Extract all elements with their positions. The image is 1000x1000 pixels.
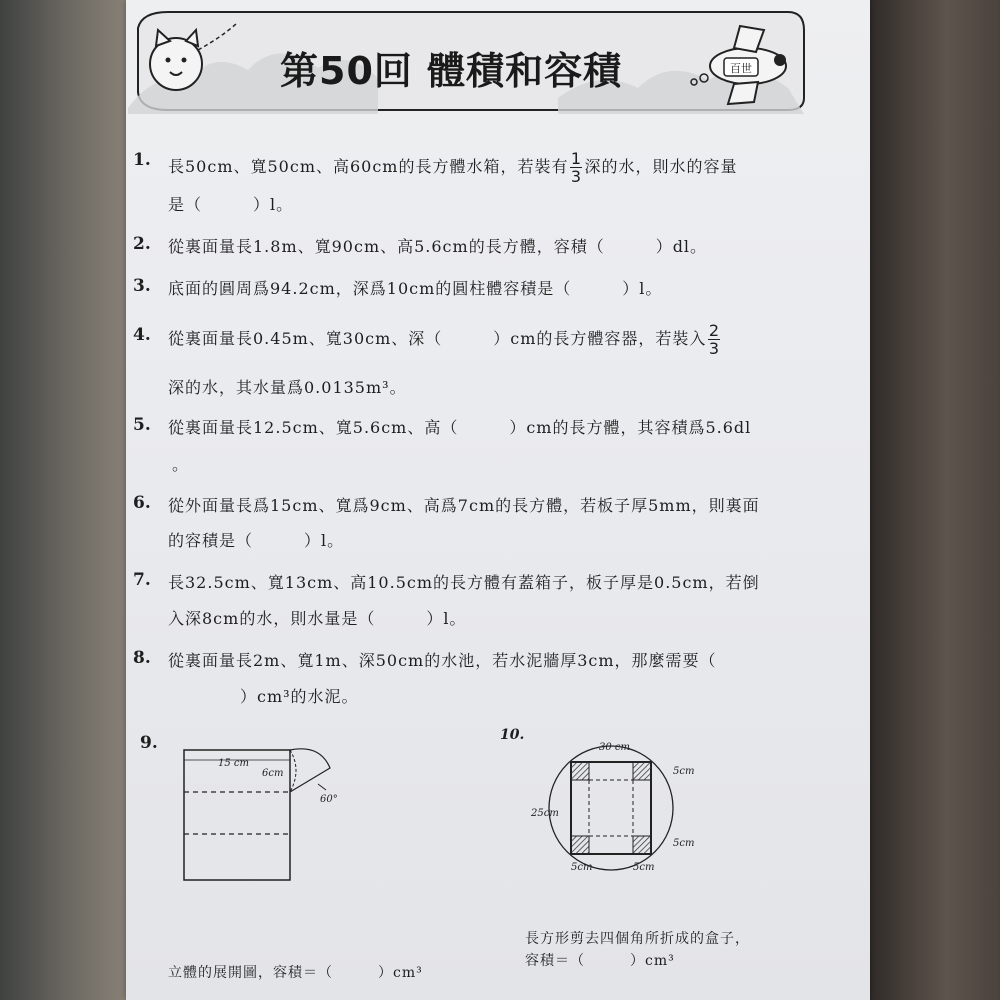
question-number: 4. — [133, 325, 151, 345]
label-6cm: 6cm — [262, 768, 284, 779]
background-right — [868, 0, 1000, 1000]
question-8-line-2: ）cm³的水泥。 — [240, 687, 359, 706]
question-number: 3. — [133, 276, 151, 296]
label-5cm: 5cm — [571, 862, 593, 873]
question-text: 從裏面量長0.45m、寬30cm、深（ ）cm的長方體容器，若裝入 — [168, 329, 707, 348]
question-text: 深的水，則水的容量 — [584, 157, 738, 176]
fig10-caption-2: 容積＝（ ）cm³ — [525, 953, 675, 969]
numerator: 1 — [570, 149, 583, 168]
question-7-line-1: 長32.5cm、寬13cm、高10.5cm的長方體有蓋箱子，板子厚是0.5cm，若倒 — [168, 573, 760, 592]
net-diagram — [170, 740, 370, 890]
label-5cm: 5cm — [673, 838, 695, 849]
fraction — [708, 322, 720, 357]
label-25cm: 25cm — [531, 808, 559, 819]
background-left — [0, 0, 130, 1000]
question-4-line-1 — [168, 322, 722, 357]
question-number: 1. — [133, 150, 151, 170]
question-8-line-1: 從裏面量長2m、寬1m、深50cm的水池，若水泥牆厚3cm，那麼需要（ — [168, 651, 717, 670]
question-7-line-2: 入深8cm的水，則水量是（ ）l。 — [168, 609, 467, 628]
question-2-text: 從裏面量長1.8m、寬90cm、高5.6cm的長方體，容積（ ）dl。 — [168, 237, 708, 256]
mascot-sign: 百世 — [730, 62, 752, 75]
question-number: 10. — [500, 727, 525, 743]
denominator: 3 — [570, 167, 583, 186]
question-1-line-2: 是（ ）l。 — [168, 195, 294, 214]
question-6-line-2: 的容積是（ ）l。 — [168, 531, 345, 550]
box-cutout-diagram — [525, 740, 715, 880]
label-15cm: 15 cm — [218, 758, 249, 769]
page-title: 第50回 體積和容積 — [280, 49, 623, 93]
numerator: 2 — [708, 321, 721, 340]
question-6-line-1: 從外面量長爲15cm、寬爲9cm、高爲7cm的長方體，若板子厚5mm，則裏面 — [168, 496, 760, 515]
label-60-degree: 60° — [320, 794, 338, 805]
label-5cm: 5cm — [673, 766, 695, 777]
fraction — [570, 150, 582, 185]
fig10-caption-1: 長方形剪去四個角所折成的盒子， — [525, 931, 750, 947]
question-number: 8. — [133, 648, 151, 668]
question-number: 6. — [133, 493, 151, 513]
denominator: 3 — [708, 339, 721, 358]
label-5cm: 5cm — [633, 862, 655, 873]
label-30cm: 30 cm — [599, 742, 630, 753]
question-number: 7. — [133, 570, 151, 590]
fig9-caption: 立體的展開圖，容積＝（ ）cm³ — [168, 965, 423, 981]
question-number: 9. — [140, 733, 158, 753]
question-number: 5. — [133, 415, 151, 435]
question-3-text: 底面的圓周爲94.2cm，深爲10cm的圓柱體容積是（ ）l。 — [168, 279, 663, 298]
question-number: 2. — [133, 234, 151, 254]
question-5-line-2: 。 — [172, 455, 190, 474]
question-1-line-1 — [168, 150, 738, 185]
question-text: 長50cm、寬50cm、高60cm的長方體水箱，若裝有 — [168, 157, 569, 176]
question-5-line-1: 從裏面量長12.5cm、寬5.6cm、高（ ）cm的長方體，其容積爲5.6dl — [168, 418, 752, 437]
question-4-line-2: 深的水，其水量爲0.0135m³。 — [168, 378, 407, 397]
